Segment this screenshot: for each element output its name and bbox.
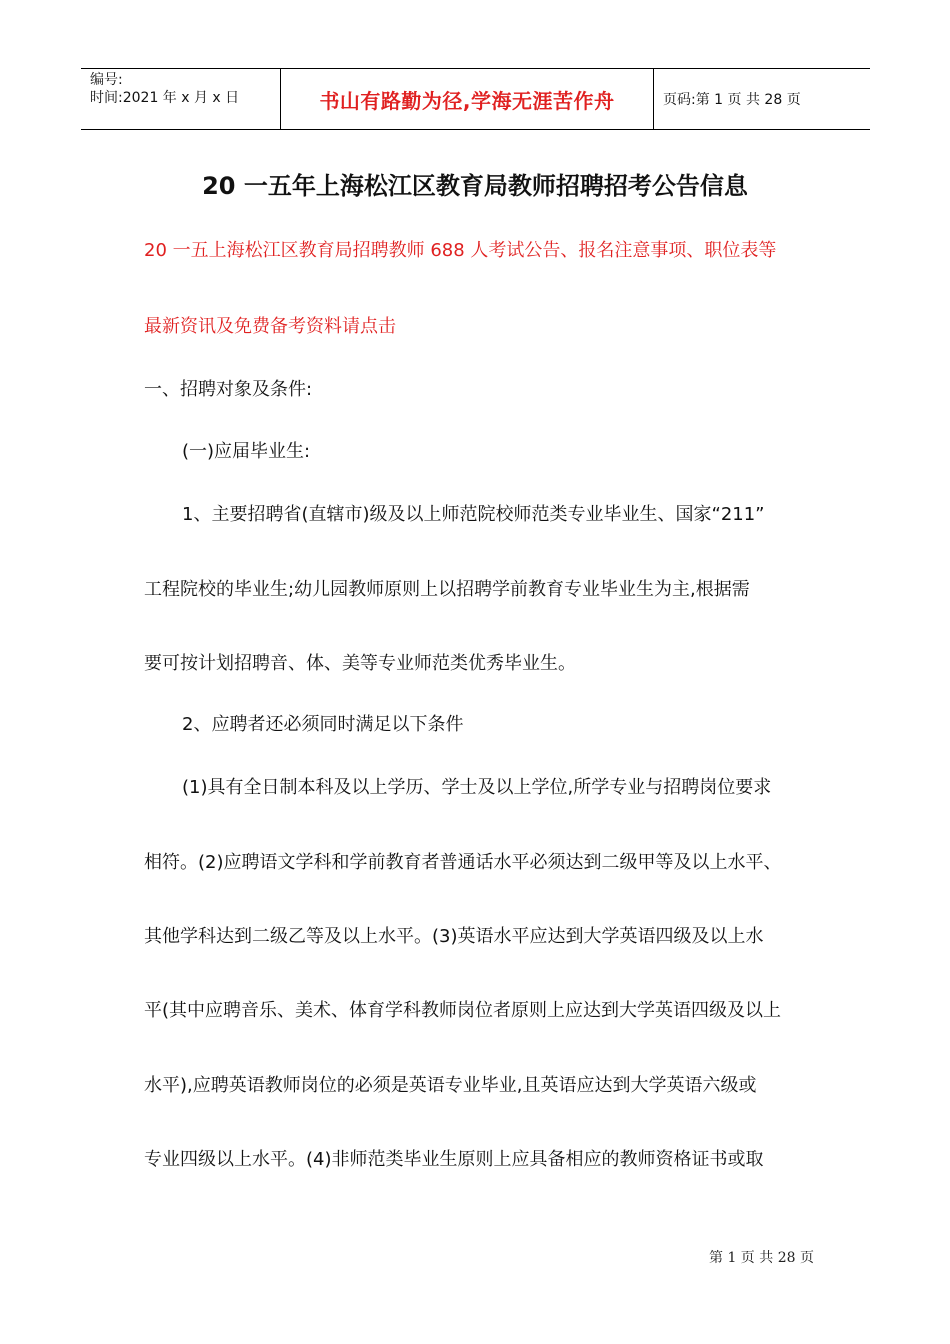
document-title: 20 一五年上海松江区教育局教师招聘招考公告信息 [202, 172, 748, 200]
body-line: 专业四级以上水平。(4)非师范类毕业生原则上应具备相应的教师资格证书或取 [144, 1149, 764, 1170]
document-number: 编号: [90, 72, 123, 88]
header-meta [81, 69, 281, 129]
section-heading: 一、招聘对象及条件: [144, 379, 313, 400]
promo-line-2[interactable]: 最新资讯及免费备考资料请点击 [144, 316, 396, 337]
header-page-number: 页码:第 1 页 共 28 页 [663, 92, 801, 108]
footer-page-number: 第 1 页 共 28 页 [709, 1250, 814, 1266]
body-line: (1)具有全日制本科及以上学历、学士及以上学位,所学专业与招聘岗位要求 [182, 777, 772, 798]
header-motto: 书山有路勤为径,学海无涯苦作舟 [281, 69, 654, 129]
header-table [81, 68, 870, 130]
body-line: 水平),应聘英语教师岗位的必须是英语专业毕业,且英语应达到大学英语六级或 [144, 1075, 757, 1096]
subsection-heading: (一)应届毕业生: [182, 441, 311, 462]
body-line: 1、主要招聘省(直辖市)级及以上师范院校师范类专业毕业生、国家“211” [182, 504, 765, 525]
document-time: 时间:2021 年 x 月 x 日 [90, 90, 240, 106]
body-line: 相符。(2)应聘语文学科和学前教育者普通话水平必须达到二级甲等及以上水平、 [144, 852, 782, 873]
promo-line-1[interactable]: 20 一五上海松江区教育局招聘教师 688 人考试公告、报名注意事项、职位表等 [144, 240, 777, 261]
body-line: 2、应聘者还必须同时满足以下条件 [182, 714, 464, 735]
body-line: 平(其中应聘音乐、美术、体育学科教师岗位者原则上应达到大学英语四级及以上 [144, 1000, 782, 1021]
body-line: 其他学科达到二级乙等及以上水平。(3)英语水平应达到大学英语四级及以上水 [144, 926, 764, 947]
body-line: 要可按计划招聘音、体、美等专业师范类优秀毕业生。 [144, 653, 576, 674]
body-line: 工程院校的毕业生;幼儿园教师原则上以招聘学前教育专业毕业生为主,根据需 [144, 579, 750, 600]
